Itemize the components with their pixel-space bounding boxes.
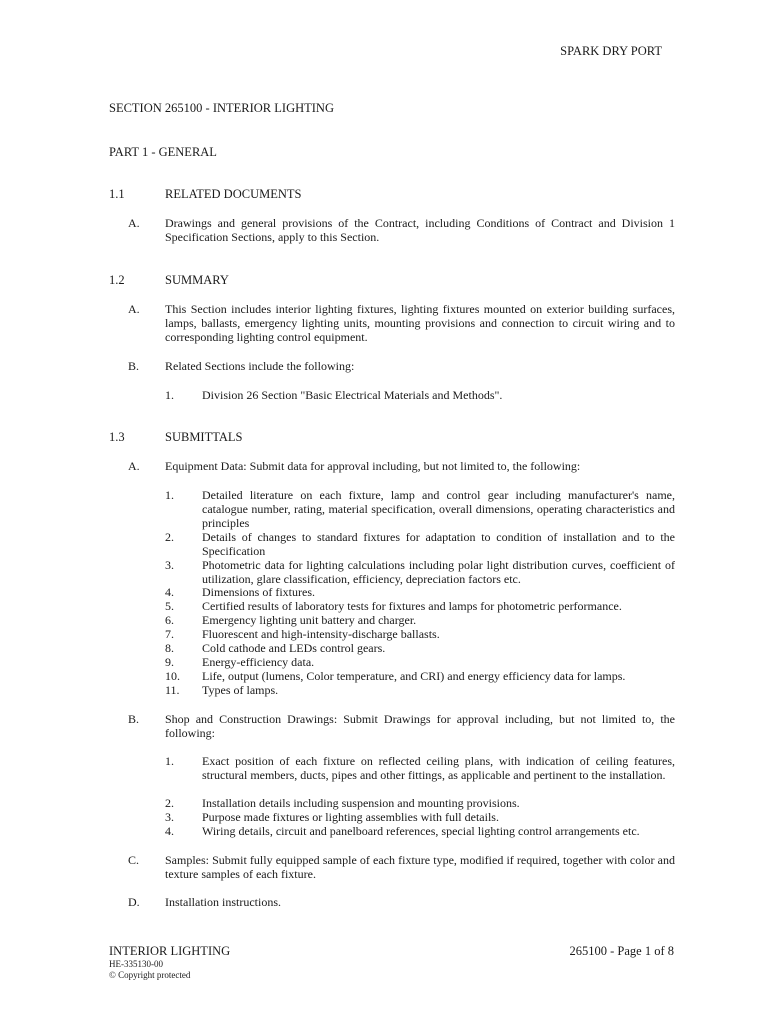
article-title: SUMMARY	[165, 273, 229, 287]
paragraph-text: Equipment Data: Submit data for approval including, but not limited to, the following:	[165, 459, 581, 473]
item-number: 7.	[165, 627, 174, 641]
paragraph-letter: D.	[128, 895, 140, 909]
item-text: Installation details including suspension and mounting provisions.	[202, 796, 520, 810]
document-code: HE-335130-00	[109, 959, 163, 969]
paragraph-letter: A.	[128, 216, 140, 230]
item-number: 1.	[165, 388, 174, 402]
item-number: 1.	[165, 754, 174, 768]
article-number: 1.3	[109, 430, 125, 444]
item-number: 10.	[165, 669, 180, 683]
item-text: Fluorescent and high-intensity-discharge ballasts.	[202, 627, 440, 641]
item-number: 3.	[165, 810, 174, 824]
item-text: Exact position of each fixture on reflected ceiling plans, with indication of ceiling features, structural members, ducts, pipes and other fittings, as applicable and pertinent to the installation.	[202, 754, 675, 782]
part-title: PART 1 - GENERAL	[109, 145, 217, 159]
paragraph-text: Drawings and general provisions of the Contract, including Conditions of Contract and Division 1 Specification Sections, apply to this Section.	[165, 216, 675, 244]
paragraph-letter: A.	[128, 459, 140, 473]
item-number: 9.	[165, 655, 174, 669]
item-text: Energy-efficiency data.	[202, 655, 315, 669]
paragraph-letter: C.	[128, 853, 140, 867]
item-number: 8.	[165, 641, 174, 655]
article-title: SUBMITTALS	[165, 430, 243, 444]
paragraph-letter: B.	[128, 712, 140, 726]
paragraph-text: Related Sections include the following:	[165, 359, 355, 373]
item-text: Emergency lighting unit battery and charger.	[202, 613, 417, 627]
item-text: Details of changes to standard fixtures for adaptation to condition of installation and to the Specification	[202, 530, 675, 558]
copyright-notice: © Copyright protected	[109, 970, 191, 980]
item-number: 4.	[165, 824, 174, 838]
item-number: 4.	[165, 585, 174, 599]
item-number: 1.	[165, 488, 174, 502]
paragraph-text: Samples: Submit fully equipped sample of each fixture type, modified if required, together with color and texture samples of each fixture.	[165, 853, 675, 881]
paragraph-letter: B.	[128, 359, 140, 373]
item-number: 6.	[165, 613, 174, 627]
project-name: SPARK DRY PORT	[560, 44, 662, 58]
article-number: 1.1	[109, 187, 125, 201]
page-number: 265100 - Page 1 of 8	[569, 944, 674, 958]
footer-title: INTERIOR LIGHTING	[109, 944, 231, 958]
item-text: Types of lamps.	[202, 683, 279, 697]
item-text: Division 26 Section "Basic Electrical Materials and Methods".	[202, 388, 503, 402]
article-title: RELATED DOCUMENTS	[165, 187, 302, 201]
paragraph-text: This Section includes interior lighting fixtures, lighting fixtures mounted on exterior building surfaces, lamps, ballasts, emergency lighting units, mounting provisions and connection to circuit wiring and to corresponding lighting control equipment.	[165, 302, 675, 344]
item-text: Dimensions of fixtures.	[202, 585, 315, 599]
item-text: Photometric data for lighting calculations including polar light distribution curves, coefficient of utilization, glare classification, efficiency, depreciation factors etc.	[202, 558, 675, 586]
item-text: Life, output (lumens, Color temperature, and CRI) and energy efficiency data for lamps.	[202, 669, 626, 683]
item-text: Certified results of laboratory tests for fixtures and lamps for photometric performance.	[202, 599, 622, 613]
item-number: 2.	[165, 796, 174, 810]
item-text: Wiring details, circuit and panelboard references, special lighting control arrangements etc.	[202, 824, 640, 838]
article-number: 1.2	[109, 273, 125, 287]
item-number: 3.	[165, 558, 174, 572]
paragraph-text: Shop and Construction Drawings: Submit Drawings for approval including, but not limited to, the following:	[165, 712, 675, 740]
item-number: 5.	[165, 599, 174, 613]
item-text: Cold cathode and LEDs control gears.	[202, 641, 386, 655]
paragraph-text: Installation instructions.	[165, 895, 281, 909]
paragraph-letter: A.	[128, 302, 140, 316]
section-title: SECTION 265100 - INTERIOR LIGHTING	[109, 101, 334, 115]
item-number: 2.	[165, 530, 174, 544]
item-text: Purpose made fixtures or lighting assemblies with full details.	[202, 810, 499, 824]
item-number: 11.	[165, 683, 180, 697]
item-text: Detailed literature on each fixture, lamp and control gear including manufacturer's name, catalogue number, rating, material specification, overall dimensions, operating characteristics and principles	[202, 488, 675, 530]
